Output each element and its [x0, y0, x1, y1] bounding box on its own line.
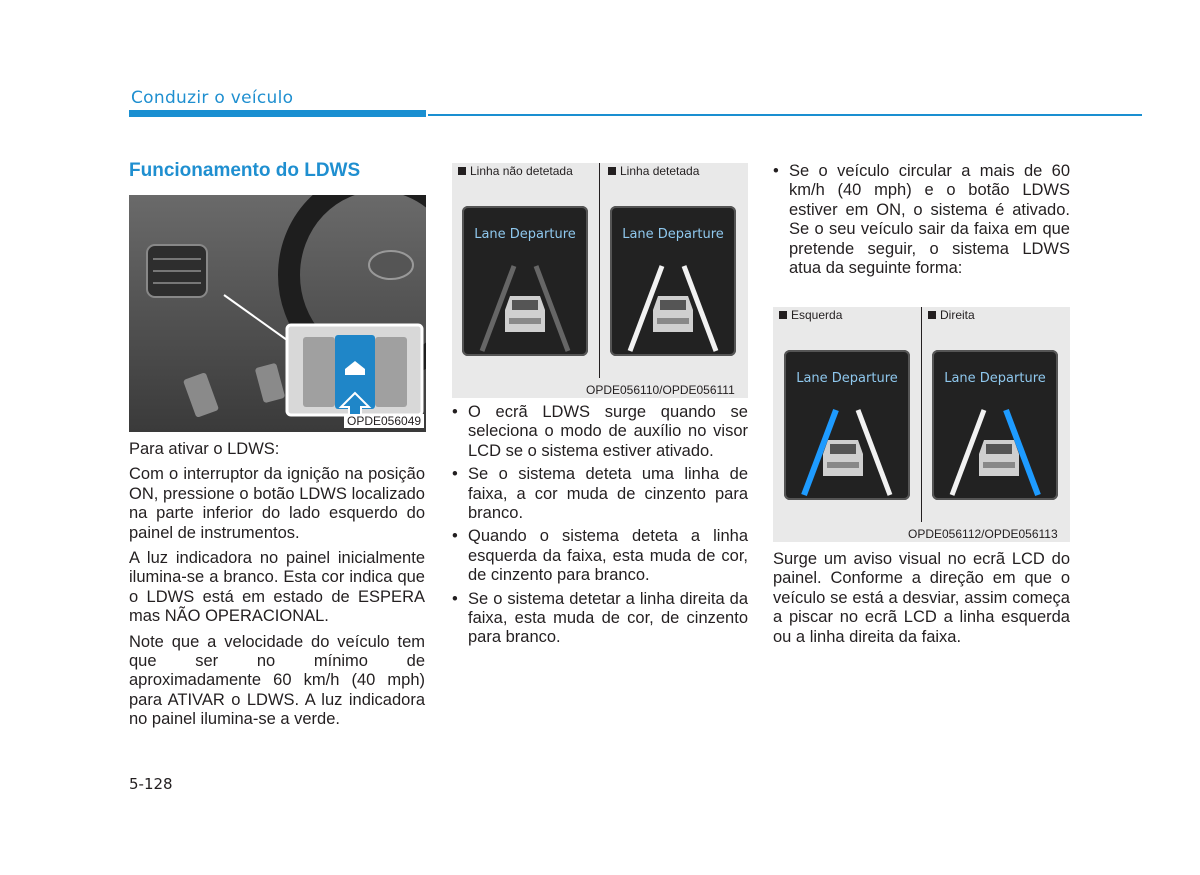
screen-title: Lane Departure [796, 371, 898, 386]
list-item: • Se o sistema detetar a linha direita da faixa, esta muda de cor, de cinzento para branco. [452, 590, 748, 648]
pair1-right-label: Linha detetada [608, 164, 699, 178]
car-icon [979, 440, 1019, 476]
pair1-left-label: Linha não detetada [458, 164, 573, 178]
dashboard-photo [129, 195, 426, 432]
car-icon [653, 296, 693, 332]
col1-paragraph: Com o interruptor da ignição na posição ON, pressione o botão LDWS localizado na parte inferior do lado esquerdo do painel de instrumentos. [129, 465, 425, 542]
pair2-divider [921, 307, 922, 522]
list-item: • Se o sistema deteta uma linha de faixa, a cor muda de cinzento para branco. [452, 465, 748, 523]
page-heading: Funcionamento do LDWS [129, 160, 361, 181]
pair1-divider [599, 163, 600, 378]
col2-text [452, 403, 748, 652]
pair2-right-label: Direita [928, 308, 975, 322]
page-number: 5-128 [129, 775, 173, 793]
col3-paragraph: Surge um aviso visual no ecrã LCD do painel. Conforme a direção em que o veículo se está a desviar, assim começa a piscar no ecrã LCD a linha esquerda ou a linha direita da faixa. [773, 550, 1070, 646]
car-icon [823, 440, 863, 476]
col1-paragraph: Para ativar o LDWS: [129, 440, 280, 458]
col2-bullet-list [452, 403, 748, 648]
list-item: • O ecrã LDWS surge quando se seleciona o modo de auxílio no visor LCD se o sistema estiver ativado. [452, 403, 748, 461]
col1-text [129, 440, 425, 736]
col3-text [773, 550, 1070, 653]
photo-figure-code: OPDE056049 [344, 414, 424, 428]
header-rule-thick [129, 110, 426, 117]
screen-title: Lane Departure [622, 227, 724, 242]
screen-left-departure [784, 350, 910, 500]
screen-title: Lane Departure [944, 371, 1046, 386]
screen-title: Lane Departure [474, 227, 576, 242]
col3-bullet-list [773, 162, 1070, 278]
pair2-figure-code: OPDE056112/OPDE056113 [908, 527, 1058, 541]
header-rule-thin [428, 114, 1142, 116]
list-item: • Quando o sistema deteta a linha esquerda da faixa, esta muda de cor, de cinzento para branco. [452, 527, 748, 585]
screen-right-departure [932, 350, 1058, 500]
list-item: • Se o veículo circular a mais de 60 km/h (40 mph) e o botão LDWS estiver em ON, o sistema é ativado. Se o seu veículo sair da faixa em que pretende seguir, o sistema LDWS atua da seguinte forma: [773, 162, 1070, 278]
screen-line-detected [610, 206, 736, 356]
section-title: Conduzir o veículo [131, 88, 294, 108]
car-icon [505, 296, 545, 332]
col1-paragraph: Note que a velocidade do veículo tem que ser no mínimo de aproximadamente 60 km/h (40 mph) para ATIVAR o LDWS. A luz indicadora no painel ilumina-se a verde. [129, 632, 425, 729]
pair2-left-label: Esquerda [779, 308, 842, 322]
col1-paragraph: A luz indicadora no painel inicialmente ilumina-se a branco. Esta cor indica que o LDWS está em estado de ESPERA mas NÃO OPERACIONAL. [129, 549, 425, 626]
pair1-figure-code: OPDE056110/OPDE056111 [586, 383, 735, 397]
col3-intro [773, 162, 1070, 282]
screen-line-not-detected [462, 206, 588, 356]
